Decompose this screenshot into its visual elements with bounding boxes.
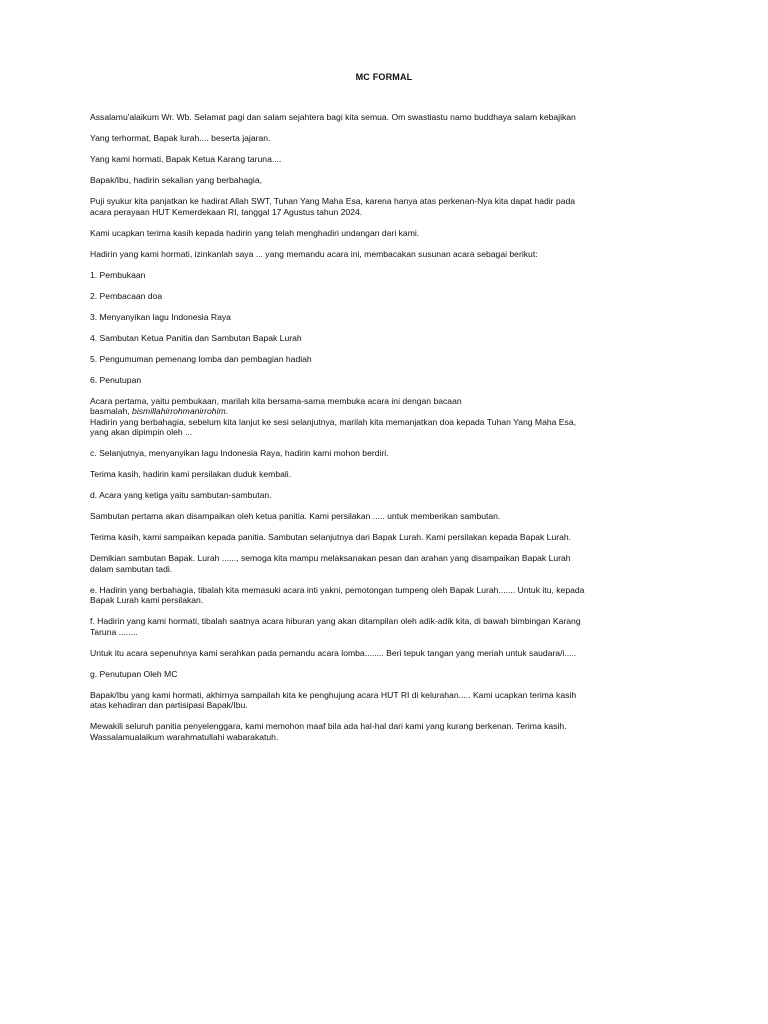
paragraph-line: Puji syukur kita panjatkan ke hadirat Allah SWT, Tuhan Yang Maha Esa, karena hanya atas perkenan-Nya kita dapat hadir pada (90, 196, 576, 206)
paragraph (90, 312, 700, 323)
paragraph (90, 532, 700, 543)
paragraph-line: 6. Penutupan (90, 374, 142, 385)
paragraph (90, 669, 700, 680)
paragraph-line: Bapak Lurah kami persilakan. (90, 595, 204, 605)
paragraph (90, 490, 700, 501)
paragraph (90, 553, 700, 574)
opening-line-2 (90, 406, 700, 417)
opening-line-2-suffix: . (225, 406, 229, 416)
paragraph (90, 690, 700, 711)
paragraph (90, 511, 700, 522)
paragraph-line: 2. Pembacaan doa (90, 290, 163, 301)
paragraph (90, 469, 700, 480)
paragraph-line: f. Hadirin yang kami hormati, tibalah saatnya acara hiburan yang akan ditampilan oleh adik-adik kita, di bawah bimbingan Karang (90, 616, 581, 626)
paragraph (90, 648, 700, 659)
paragraph-line: Bapak/Ibu, hadirin sekalian yang berbahagia, (90, 175, 262, 185)
opening-line-4: yang akan dipimpin oleh ... (90, 427, 193, 437)
document-body (90, 112, 700, 753)
paragraphs-after (90, 448, 700, 742)
paragraph (90, 585, 700, 606)
paragraph-line: Taruna ........ (90, 626, 138, 637)
paragraph (90, 291, 700, 302)
opening-line-2-prefix: basmalah, (90, 406, 133, 416)
paragraph (90, 616, 700, 637)
paragraph-line: e. Hadirin yang berbahagia, tibalah kita memasuki acara inti yakni, pemotongan tumpeng oleh Bapak Lurah....... Untuk itu, kepada (90, 584, 585, 595)
opening-paragraph (90, 396, 700, 438)
paragraph-line: Terima kasih, hadirin kami persilakan duduk kembali. (90, 469, 292, 479)
paragraph (90, 375, 700, 386)
opening-line-3: Hadirin yang berbahagia, sebelum kita lanjut ke sesi selanjutnya, marilah kita memanjatkan doa kepada Tuhan Yang Maha Esa, (90, 416, 576, 427)
paragraph (90, 721, 700, 742)
paragraph-line: Kami ucapkan terima kasih kepada hadirin yang telah menghadiri undangan dari kami. (90, 227, 420, 238)
paragraph-line: Wassalamualaikum warahmatullahi wabarakatuh. (90, 731, 279, 742)
paragraph-line: Hadirin yang kami hormati, izinkanlah saya ... yang memandu acara ini, membacakan susunan acara sebagai berikut: (90, 248, 538, 259)
paragraph-line: Bapak/Ibu yang kami hormati, akhirnya sampailah kita ke penghujung acara HUT RI di kelurahan..... Kami ucapkan terima kasih (90, 689, 577, 700)
paragraph (90, 112, 700, 123)
paragraph (90, 196, 700, 217)
paragraph-line: 4. Sambutan Ketua Panitia dan Sambutan Bapak Lurah (90, 332, 302, 343)
paragraphs-before (90, 112, 700, 385)
paragraph-line: Assalamu'alaikum Wr. Wb. Selamat pagi dan salam sejahtera bagi kita semua. Om swastiastu namo buddhaya salam kebajikan (90, 112, 576, 122)
paragraph (90, 228, 700, 239)
paragraph-line: Demikian sambutan Bapak. Lurah ......, semoga kita mampu melaksanakan pesan dan arahan yang disampaikan Bapak Lurah (90, 553, 571, 563)
paragraph-line: Yang kami hormati, Bapak Ketua Karang taruna.... (90, 154, 282, 164)
paragraph-line: atas kehadiran dan partisipasi Bapak/Ibu. (90, 700, 248, 710)
paragraph-line: c. Selanjutnya, menyanyikan lagu Indonesia Raya, hadirin kami mohon berdiri. (90, 448, 389, 458)
paragraph-line: Terima kasih, kami sampaikan kepada panitia. Sambutan selanjutnya dari Bapak Lurah. Kami persilakan kepada Bapak Lurah. (90, 532, 572, 542)
paragraph-line: Yang terhormat, Bapak lurah.... beserta jajaran. (90, 133, 271, 143)
paragraph (90, 270, 700, 281)
paragraph-line: Mewakili seluruh panitia penyelenggara, kami memohon maaf bila ada hal-hal dari kami yang kurang berkenan. Terima kasih. (90, 721, 567, 731)
paragraph (90, 175, 700, 186)
paragraph (90, 249, 700, 260)
paragraph (90, 154, 700, 165)
paragraph-line: Sambutan pertama akan disampaikan oleh ketua panitia. Kami persilakan ..... untuk memberikan sambutan. (90, 511, 501, 521)
paragraph-line: d. Acara yang ketiga yaitu sambutan-sambutan. (90, 490, 272, 500)
document-title: MC FORMAL (355, 72, 413, 82)
paragraph-line: 1. Pembukaan (90, 269, 146, 280)
paragraph-line: 5. Pengumuman pemenang lomba dan pembagian hadiah (90, 353, 312, 364)
opening-line-1: Acara pertama, yaitu pembukaan, marilah kita bersama-sama membuka acara ini dengan bacaan (90, 395, 462, 406)
paragraph (90, 354, 700, 365)
paragraph (90, 133, 700, 144)
paragraph-line: acara perayaan HUT Kemerdekaan RI, tanggal 17 Agustus tahun 2024. (90, 206, 363, 217)
paragraph (90, 333, 700, 344)
paragraph-line: dalam sambutan tadi. (90, 563, 173, 574)
paragraph (90, 448, 700, 459)
paragraph-line: Untuk itu acara sepenuhnya kami serahkan pada pemandu acara lomba........ Beri tepuk tangan yang meriah untuk saudara/i..... (90, 647, 577, 658)
basmalah-italic: bismillahirrohmanirrohim (132, 406, 226, 416)
paragraph-line: g. Penutupan Oleh MC (90, 668, 178, 679)
paragraph-line: 3. Menyanyikan lagu Indonesia Raya (90, 311, 231, 322)
